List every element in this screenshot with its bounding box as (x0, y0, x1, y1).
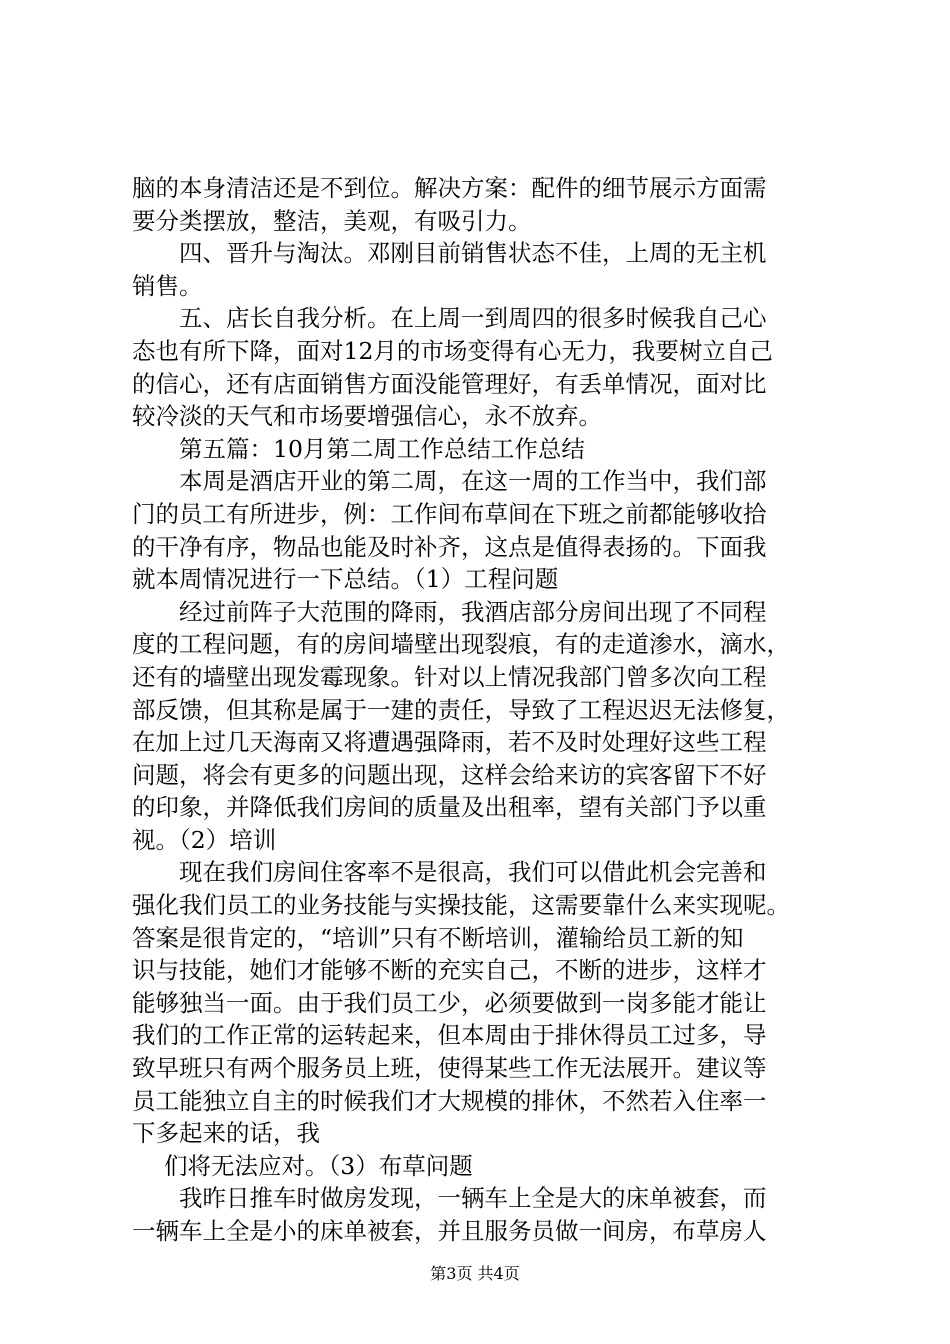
text-line: 识与技能，她们才能够不断的充实自己，不断的进步，这样才 (132, 956, 767, 985)
text-line: 五、店长自我分析。在上周一到周四的很多时候我自己心 (179, 304, 767, 333)
text-line: 四、晋升与淘汰。邓刚目前销售状态不佳，上周的无主机 (179, 239, 767, 268)
text-line: 问题，将会有更多的问题出现，这样会给来访的宾客留下不好 (132, 760, 767, 789)
text-line: 要分类摆放，整洁，美观，有吸引力。 (132, 206, 532, 235)
text-line: 本周是酒店开业的第二周，在这一周的工作当中，我们部 (179, 467, 767, 496)
text-line: 我们的工作正常的运转起来，但本周由于排休得员工过多，导 (132, 1021, 767, 1050)
text-line: 下多起来的话，我 (132, 1119, 320, 1148)
text-line: 的信心，还有店面销售方面没能管理好，有丢单情况，面对比 (132, 369, 767, 398)
text-line: 员工能独立自主的时候我们才大规模的排休，不然若入住率一 (132, 1086, 767, 1115)
document-body (132, 172, 832, 1248)
page-footer: 第3页 共4页 (430, 1264, 520, 1283)
text-line: 第五篇：10月第二周工作总结工作总结 (179, 434, 585, 463)
text-line: 一辆车上全是小的床单被套，并且服务员做一间房，布草房人 (132, 1217, 767, 1245)
text-line: 门的员工有所进步，例：工作间布草间在下班之前都能够收拾 (132, 499, 767, 528)
text-line: 态也有所下降，面对12月的市场变得有心无力，我要树立自己 (132, 336, 773, 365)
text-line: 部反馈，但其称是属于一建的责任，导致了工程迟迟无法修复， (132, 695, 790, 724)
text-line: 答案是很肯定的，“培训”只有不断培训，灌输给员工新的知 (132, 923, 744, 952)
text-line: 销售。 (132, 271, 203, 300)
text-line: 强化我们员工的业务技能与实操技能，这需要靠什么来实现呢。 (132, 891, 790, 920)
text-line: 经过前阵子大范围的降雨，我酒店部分房间出现了不同程 (179, 597, 767, 626)
text-line: 的印象，并降低我们房间的质量及出租率，望有关部门予以重 (132, 793, 767, 822)
text-line: 的干净有序，物品也能及时补齐，这点是值得表扬的。下面我 (132, 532, 767, 561)
text-line: 脑的本身清洁还是不到位。解决方案：配件的细节展示方面需 (132, 174, 767, 202)
text-line: 现在我们房间住客率不是很高，我们可以借此机会完善和 (179, 858, 767, 887)
text-line: 较冷淡的天气和市场要增强信心，永不放弃。 (132, 402, 602, 431)
text-line: 就本周情况进行一下总结。（1）工程问题 (132, 565, 559, 594)
text-line: 度的工程问题，有的房间墙壁出现裂痕，有的走道渗水，滴水， (132, 630, 790, 659)
text-line: 在加上过几天海南又将遭遇强降雨，若不及时处理好这些工程 (132, 728, 767, 757)
text-line: 致早班只有两个服务员上班，使得某些工作无法展开。建议等 (132, 1054, 767, 1083)
text-line: 我昨日推车时做房发现，一辆车上全是大的床单被套，而 (179, 1184, 767, 1213)
text-line: 视。（2）培训 (132, 825, 277, 854)
text-line: 还有的墙壁出现发霉现象。针对以上情况我部门曾多次向工程 (132, 662, 767, 691)
text-line: 能够独当一面。由于我们员工少，必须要做到一岗多能才能让 (132, 988, 767, 1017)
text-line: 们将无法应对。（3）布草问题 (164, 1151, 473, 1180)
